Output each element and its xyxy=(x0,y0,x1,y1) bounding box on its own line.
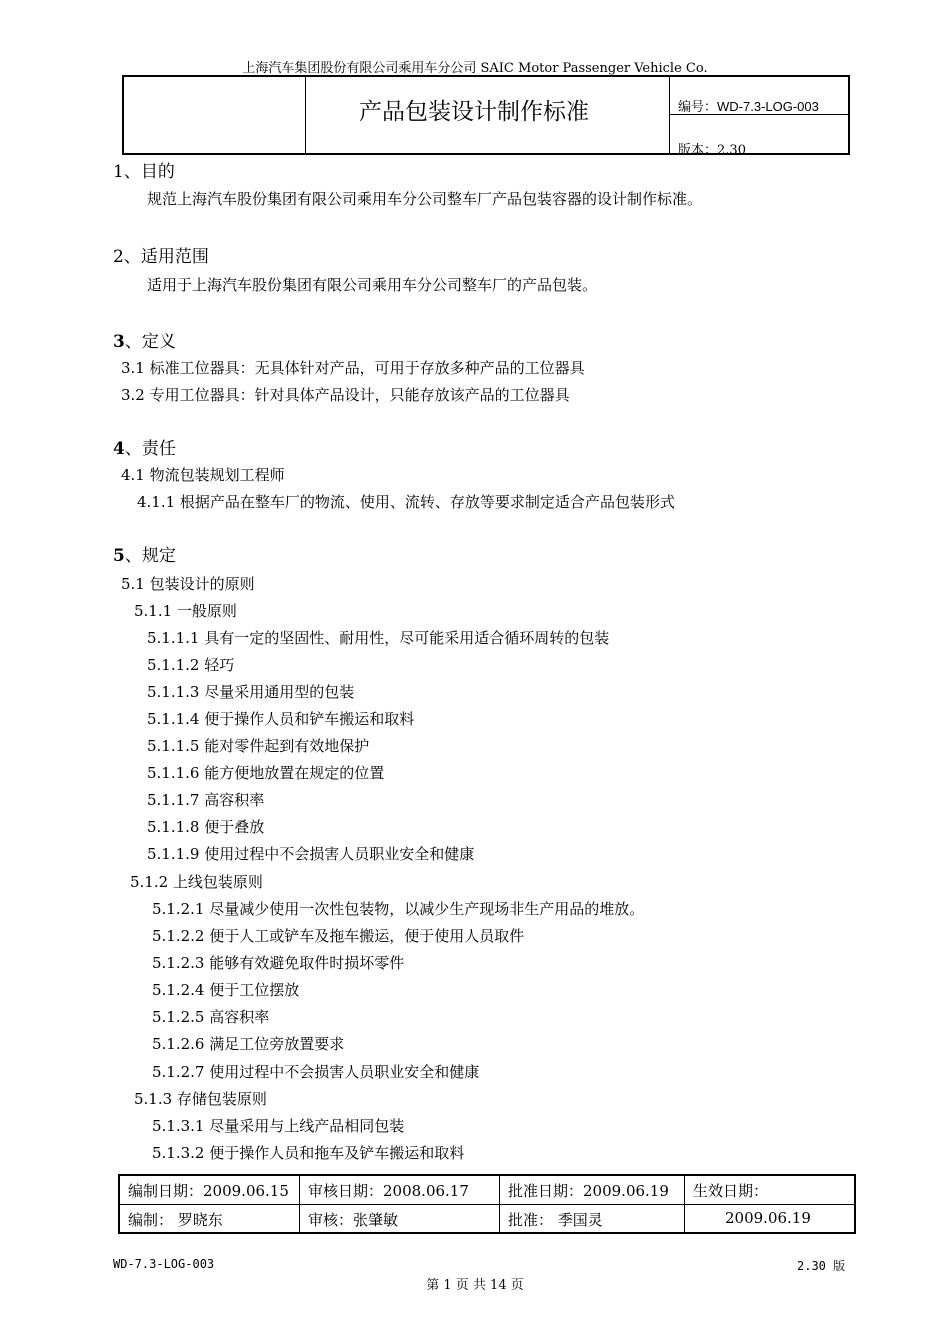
list-item: 5.1 包装设计的原则 xyxy=(121,575,255,593)
section-4-heading: 4、责任 xyxy=(113,439,176,459)
list-item: 5.1.2.1 尽量减少使用一次性包装物，以减少生产现场非生产用品的堆放。 xyxy=(152,900,645,918)
list-item: 5.1.2.2 便于人工或铲车及拖车搬运，便于使用人员取件 xyxy=(152,927,525,945)
section-2-text: 适用于上海汽车股份集团有限公司乘用车分公司整车厂的产品包装。 xyxy=(147,276,598,294)
section-4-item-2: 4.1.1 根据产品在整车厂的物流、使用、流转、存放等要求制定适合产品包装形式 xyxy=(137,493,675,511)
list-item: 5.1.2.4 便于工位摆放 xyxy=(152,981,300,999)
section-1-heading: 1、目的 xyxy=(113,162,175,182)
section-1-text: 规范上海汽车股份集团有限公司乘用车分公司整车厂产品包装容器的设计制作标准。 xyxy=(147,190,703,208)
header-table xyxy=(122,75,850,158)
list-item: 5.1.2.5 高容积率 xyxy=(152,1008,270,1026)
list-item: 5.1.1.7 高容积率 xyxy=(147,791,265,809)
section-3-item-2: 3.2 专用工位器具：针对具体产品设计，只能存放该产品的工位器具 xyxy=(121,386,570,404)
logo-cell xyxy=(124,77,306,153)
list-item: 5.1.1.9 使用过程中不会损害人员职业安全和健康 xyxy=(147,845,475,863)
list-item: 5.1.1.2 轻巧 xyxy=(147,656,235,674)
document-code xyxy=(670,77,848,115)
compiled-date: 编制日期：2009.06.15 xyxy=(120,1176,300,1205)
list-item: 5.1.1.6 能方便地放置在规定的位置 xyxy=(147,764,385,782)
list-item: 5.1.3.2 便于操作人员和拖车及铲车搬运和取料 xyxy=(152,1144,465,1162)
approver: 批准： 季国灵 xyxy=(500,1205,685,1232)
code-value: WD-7.3-LOG-003 xyxy=(717,99,819,114)
signoff-table xyxy=(118,1174,856,1234)
list-item: 5.1.3 存储包装原则 xyxy=(134,1090,267,1108)
list-item: 5.1.1.5 能对零件起到有效地保护 xyxy=(147,737,370,755)
list-item: 5.1.2 上线包装原则 xyxy=(130,873,263,891)
list-item: 5.1.2.7 使用过程中不会损害人员职业安全和健康 xyxy=(152,1063,480,1081)
document-version xyxy=(670,115,848,158)
list-item: 5.1.2.6 满足工位旁放置要求 xyxy=(152,1035,345,1053)
section-2-heading: 2、适用范围 xyxy=(113,247,209,267)
section-3-item-1: 3.1 标准工位器具：无具体针对产品，可用于存放多种产品的工位器具 xyxy=(121,359,585,377)
reviewer: 审核：张肇敏 xyxy=(300,1205,500,1232)
version-value: 2.30 xyxy=(717,143,746,158)
company-line: 上海汽车集团股份有限公司乘用车分公司 SAIC Motor Passenger Vehicle Co. xyxy=(242,61,708,76)
list-item: 5.1.2.3 能够有效避免取件时损坏零件 xyxy=(152,954,405,972)
footer-doc-code: WD-7.3-LOG-003 xyxy=(113,1257,215,1271)
approve-date: 批准日期：2009.06.19 xyxy=(500,1176,685,1205)
compiler: 编制： 罗晓东 xyxy=(120,1205,300,1232)
list-item: 5.1.1.4 便于操作人员和铲车搬运和取料 xyxy=(147,710,415,728)
list-item: 5.1.1.3 尽量采用通用型的包装 xyxy=(147,683,355,701)
footer-version: 2.30 版 xyxy=(797,1259,846,1273)
section-5-heading: 5、规定 xyxy=(113,546,176,566)
list-item: 5.1.1.1 具有一定的坚固性、耐用性，尽可能采用适合循环周转的包装 xyxy=(147,629,610,647)
list-item: 5.1.3.1 尽量采用与上线产品相同包装 xyxy=(152,1117,405,1135)
list-item: 5.1.1 一般原则 xyxy=(134,602,237,620)
effective-date-label: 生效日期： xyxy=(685,1176,854,1205)
section-3-heading: 3、定义 xyxy=(113,332,176,352)
page-number: 第 1 页 共 14 页 xyxy=(426,1278,524,1293)
effective-date-value: 2009.06.19 xyxy=(725,1209,811,1227)
version-label: 版本： xyxy=(678,143,718,158)
section-4-item-1: 4.1 物流包装规划工程师 xyxy=(121,466,285,484)
review-date: 审核日期：2008.06.17 xyxy=(300,1176,500,1205)
code-label: 编号： xyxy=(678,100,718,115)
list-item: 5.1.1.8 便于叠放 xyxy=(147,818,265,836)
document-title: 产品包装设计制作标准 xyxy=(306,77,670,153)
